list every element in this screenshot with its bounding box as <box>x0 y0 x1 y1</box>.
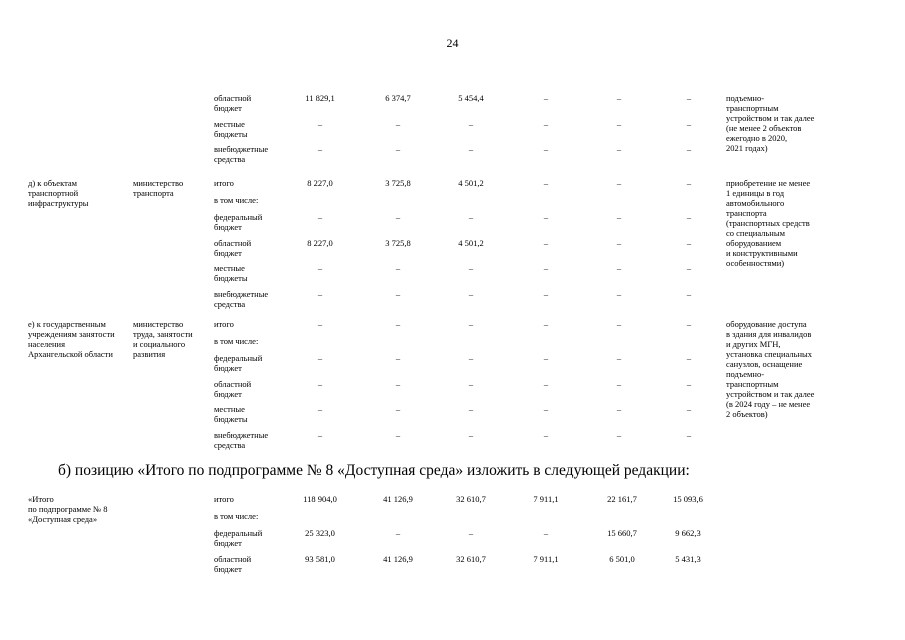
value-cell: – <box>616 237 622 248</box>
block2-executor: министерство транспорта <box>133 178 184 198</box>
value-cell: – <box>616 404 622 414</box>
page-number: 24 <box>446 36 459 50</box>
value-cell: – <box>543 144 549 154</box>
row-label: федеральный бюджет <box>214 528 263 548</box>
value-cell: – <box>616 263 622 273</box>
value-cell: – <box>395 144 401 154</box>
value-cell: 41 126,9 <box>383 494 413 504</box>
block3-item: е) к государственным учреждениям занятости населения Архангельской области <box>28 319 115 359</box>
row-label: в том числе: <box>214 195 259 205</box>
value-cell: – <box>317 429 323 440</box>
value-cell: – <box>543 93 549 103</box>
value-cell: 7 911,1 <box>533 494 559 504</box>
value-cell: – <box>468 378 474 389</box>
block2-note: приобретение не менее 1 единицы в год автомобильного транспорта (транспортных средств со специальным оборудованием и конструктивными особенностями) <box>726 178 811 268</box>
value-cell: 6 374,7 <box>385 93 411 103</box>
value-cell: – <box>468 319 474 329</box>
value-cell: – <box>686 378 692 389</box>
value-cell: – <box>395 378 401 389</box>
value-cell: 8 227,0 <box>307 237 333 248</box>
block3-note: оборудование доступа в здания для инвалидов и других МГН, установка специальных санузлов, оснащение подъемно- транспортным устройством и так далее (в 2024 году – не менее 2 объектов) <box>726 319 815 419</box>
value-cell: – <box>317 212 323 222</box>
row-label: областной бюджет <box>214 93 252 113</box>
value-cell: – <box>468 212 474 222</box>
block1-note: подъемно- транспортным устройством и так далее (не менее 2 объектов ежегодно в 2020, 2021 годах) <box>726 93 815 153</box>
value-cell: – <box>616 288 622 299</box>
value-cell: – <box>468 429 474 440</box>
value-cell: – <box>317 353 323 363</box>
value-cell: – <box>468 404 474 414</box>
value-cell: – <box>468 353 474 363</box>
row-label: местные бюджеты <box>214 263 248 283</box>
value-cell: – <box>543 429 549 440</box>
value-cell: 4 501,2 <box>458 178 484 188</box>
row-label: итого <box>214 494 234 504</box>
value-cell: – <box>686 178 692 188</box>
value-cell: – <box>616 319 622 329</box>
value-cell: 93 581,0 <box>305 553 335 564</box>
value-cell: – <box>468 288 474 299</box>
value-cell: 11 829,1 <box>305 93 335 103</box>
block2-item: д) к объектам транспортной инфраструктуры <box>28 178 89 208</box>
value-cell: – <box>395 319 401 329</box>
value-cell: – <box>317 263 323 273</box>
value-cell: – <box>616 144 622 154</box>
value-cell: – <box>543 404 549 414</box>
value-cell: – <box>686 404 692 414</box>
block3-executor: министерство труда, занятости и социального развития <box>133 319 193 359</box>
value-cell: – <box>543 528 549 538</box>
section-heading: б) позицию «Итого по подпрограмме № 8 «Доступная среда» изложить в следующей редакции: <box>58 462 690 479</box>
value-cell: – <box>543 288 549 299</box>
value-cell: 32 610,7 <box>456 553 486 564</box>
value-cell: – <box>616 178 622 188</box>
value-cell: 5 431,3 <box>675 553 701 564</box>
value-cell: 118 904,0 <box>303 494 337 504</box>
value-cell: – <box>686 319 692 329</box>
value-cell: 7 911,1 <box>533 553 559 564</box>
row-label: местные бюджеты <box>214 118 248 139</box>
value-cell: – <box>616 212 622 222</box>
row-label: итого <box>214 319 234 329</box>
value-cell: 3 725,8 <box>385 178 411 188</box>
row-label: федеральный бюджет <box>214 212 263 232</box>
row-label: областной бюджет <box>214 378 252 399</box>
value-cell: – <box>395 118 401 129</box>
value-cell: – <box>543 118 549 129</box>
value-cell: – <box>686 263 692 273</box>
value-cell: – <box>395 528 401 538</box>
value-cell: – <box>395 353 401 363</box>
value-cell: – <box>317 404 323 414</box>
value-cell: 4 501,2 <box>458 237 484 248</box>
row-label: в том числе: <box>214 511 259 521</box>
value-cell: – <box>317 288 323 299</box>
value-cell: 6 501,0 <box>609 553 635 564</box>
value-cell: 3 725,8 <box>385 237 411 248</box>
row-label: внебюджетные средства <box>214 288 269 309</box>
value-cell: 9 662,3 <box>675 528 701 538</box>
value-cell: – <box>468 263 474 273</box>
value-cell: – <box>543 353 549 363</box>
value-cell: – <box>317 319 323 329</box>
block4-item: «Итого по подпрограмме № 8 «Доступная среда» <box>28 494 108 524</box>
value-cell: – <box>686 288 692 299</box>
value-cell: – <box>543 178 549 188</box>
value-cell: – <box>317 144 323 154</box>
value-cell: – <box>616 429 622 440</box>
value-cell: 25 323,0 <box>305 528 335 538</box>
value-cell: – <box>686 144 692 154</box>
row-label: местные бюджеты <box>214 404 248 424</box>
value-cell: – <box>686 353 692 363</box>
value-cell: – <box>317 378 323 389</box>
value-cell: – <box>395 212 401 222</box>
value-cell: 22 161,7 <box>607 494 637 504</box>
value-cell: 8 227,0 <box>307 178 333 188</box>
value-cell: – <box>616 118 622 129</box>
value-cell: – <box>468 144 474 154</box>
value-cell: – <box>686 118 692 129</box>
value-cell: – <box>686 237 692 248</box>
row-label: итого <box>214 178 234 188</box>
value-cell: – <box>686 93 692 103</box>
value-cell: – <box>543 212 549 222</box>
row-label: областной бюджет <box>214 237 252 258</box>
value-cell: 41 126,9 <box>383 553 413 564</box>
row-label: внебюджетные средства <box>214 429 269 450</box>
row-label: федеральный бюджет <box>214 353 263 373</box>
value-cell: – <box>395 263 401 273</box>
value-cell: – <box>616 378 622 389</box>
row-label: внебюджетные средства <box>214 144 269 164</box>
value-cell: – <box>468 528 474 538</box>
value-cell: 5 454,4 <box>458 93 484 103</box>
value-cell: – <box>543 319 549 329</box>
value-cell: – <box>543 263 549 273</box>
value-cell: 32 610,7 <box>456 494 486 504</box>
value-cell: – <box>468 118 474 129</box>
value-cell: – <box>686 212 692 222</box>
value-cell: – <box>616 93 622 103</box>
value-cell: – <box>395 288 401 299</box>
value-cell: – <box>543 378 549 389</box>
value-cell: – <box>686 429 692 440</box>
value-cell: 15 093,6 <box>673 494 703 504</box>
value-cell: 15 660,7 <box>607 528 637 538</box>
value-cell: – <box>395 429 401 440</box>
row-label: в том числе: <box>214 336 259 346</box>
value-cell: – <box>543 237 549 248</box>
row-label: областной бюджет <box>214 553 252 574</box>
value-cell: – <box>395 404 401 414</box>
value-cell: – <box>616 353 622 363</box>
value-cell: – <box>317 118 323 129</box>
